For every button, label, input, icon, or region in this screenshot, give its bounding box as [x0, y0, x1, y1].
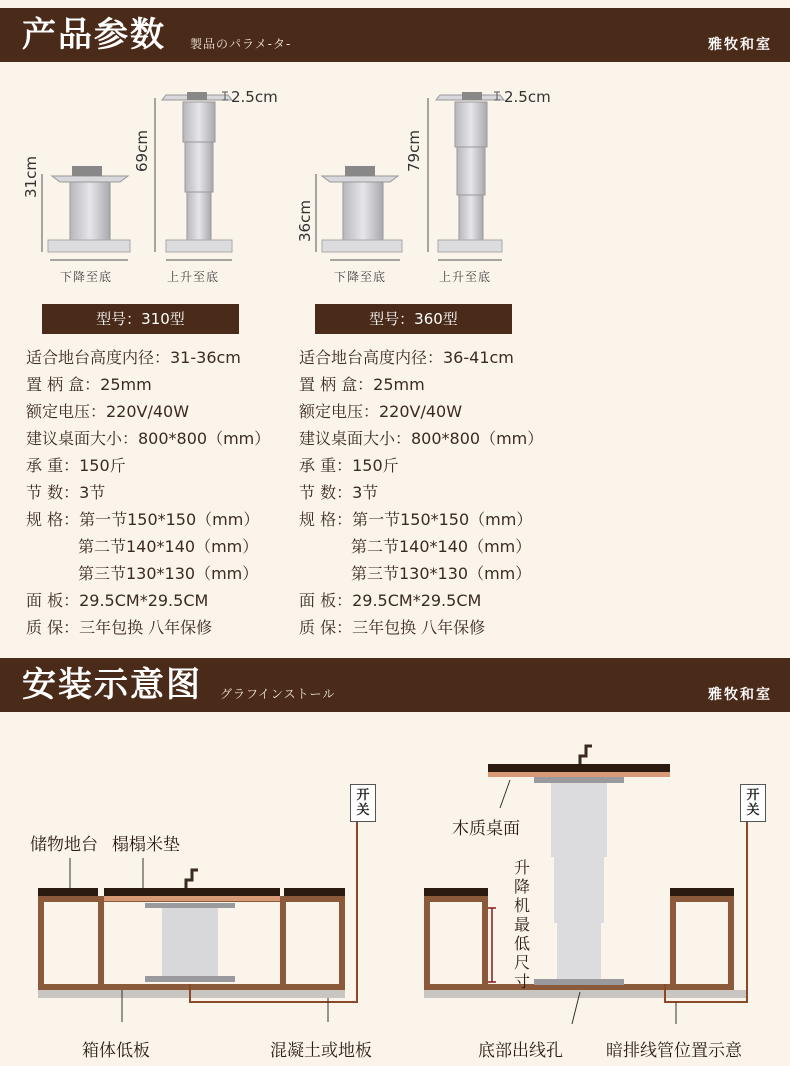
bottom-hole-label: 底部出线孔 [478, 1041, 563, 1061]
product-b-low-figure [316, 166, 402, 260]
section-header-install [0, 658, 790, 712]
section-subtitle: 製品のパラメ-タ- [190, 37, 292, 51]
spec-line: 建议桌面大小：800*800（mm） [299, 429, 544, 448]
lift-min-size-label: 升降机最低尺寸 [514, 858, 531, 991]
product-b-high-figure [428, 92, 504, 260]
spec-line: 面 板：29.5CM*29.5CM [26, 591, 209, 610]
section-header-params [0, 8, 790, 62]
spec-line: 承 重：150斤 [299, 456, 399, 475]
spec-line: 第三节130*130（mm） [351, 564, 532, 583]
product-b-high-height: 79cm [405, 130, 423, 172]
spec-line: 面 板：29.5CM*29.5CM [299, 591, 482, 610]
spec-line: 质 保：三年包换 八年保修 [299, 618, 486, 637]
install-diagram-right [424, 746, 747, 1024]
spec-line: 规 格：第一节150*150（mm） [26, 510, 260, 529]
spec-line: 质 保：三年包换 八年保修 [26, 618, 213, 637]
model-label-360: 型号：360型 [315, 304, 512, 334]
product-a-high-height: 69cm [133, 130, 151, 172]
brand-name: 雅牧和室 [708, 687, 772, 703]
section-title: 产品参数 [22, 15, 166, 55]
spec-line: 第三节130*130（mm） [78, 564, 259, 583]
product-a-high-figure [155, 92, 232, 260]
tatami-mat-label: 榻榻米垫 [112, 835, 180, 855]
specs-310 [26, 344, 270, 641]
spec-line: 节 数：3节 [299, 483, 379, 502]
product-a-high-caption: 上升至底 [167, 270, 220, 284]
product-b-low-height: 36cm [296, 200, 314, 242]
product-b-box-depth: 2.5cm [504, 88, 551, 106]
spec-line: 第二节140*140（mm） [78, 537, 259, 556]
spec-line: 置 柄 盒：25mm [299, 375, 425, 394]
section-subtitle: グラフインストール [220, 687, 336, 701]
spec-line: 置 柄 盒：25mm [26, 375, 152, 394]
product-figures [0, 62, 790, 292]
hidden-conduit-label: 暗排线管位置示意 [606, 1041, 742, 1061]
product-b-high-caption: 上升至底 [439, 270, 492, 284]
concrete-floor-label: 混凝土或地板 [270, 1041, 372, 1061]
spec-line: 第二节140*140（mm） [351, 537, 532, 556]
spec-line: 额定电压：220V/40W [299, 402, 463, 421]
product-a-low-figure [42, 166, 130, 260]
spec-line: 节 数：3节 [26, 483, 106, 502]
box-bottom-label: 箱体低板 [82, 1041, 150, 1061]
spec-line: 额定电压：220V/40W [26, 402, 190, 421]
specs-360 [299, 344, 543, 641]
product-a-box-depth: 2.5cm [231, 88, 278, 106]
spec-line: 承 重：150斤 [26, 456, 126, 475]
product-a-low-caption: 下降至底 [60, 270, 113, 284]
product-b-low-caption: 下降至底 [334, 270, 387, 284]
switch-label-left: 开关 [350, 784, 376, 822]
section-title: 安装示意图 [22, 665, 202, 705]
storage-platform-label: 储物地台 [30, 835, 98, 855]
brand-name: 雅牧和室 [708, 37, 772, 53]
product-a-low-height: 31cm [22, 156, 40, 198]
switch-label-right: 开关 [740, 784, 766, 822]
install-diagrams [0, 720, 790, 1066]
spec-line: 建议桌面大小：800*800（mm） [26, 429, 271, 448]
spec-line: 规 格：第一节150*150（mm） [299, 510, 533, 529]
wood-top-label: 木质桌面 [452, 819, 520, 839]
model-label-310: 型号：310型 [42, 304, 239, 334]
spec-line: 适合地台高度内径：36-41cm [299, 348, 514, 367]
spec-line: 适合地台高度内径：31-36cm [26, 348, 241, 367]
